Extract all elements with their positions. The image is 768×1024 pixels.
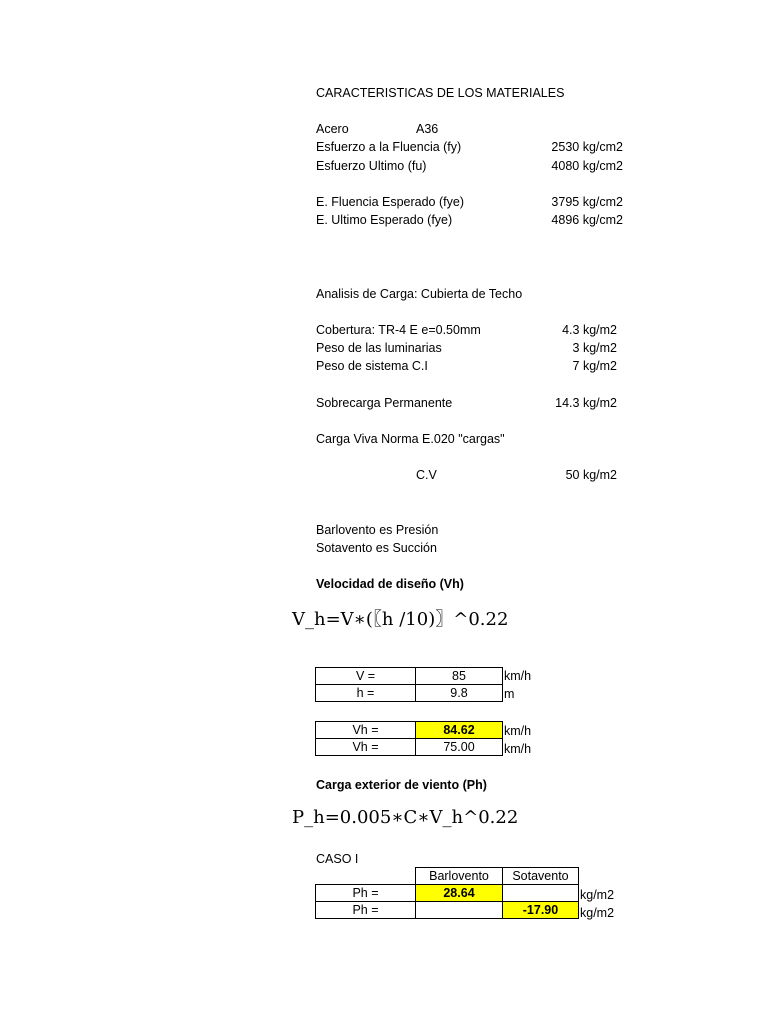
ph-barlovento-value: 28.64 <box>416 885 503 902</box>
sistema-ci-label: Peso de sistema C.I <box>316 359 428 373</box>
permanent-value: 14.3 kg/m2 <box>555 396 617 410</box>
fy-label: Esfuerzo a la Fluencia (fy) <box>316 140 462 154</box>
live-load-value: 50 kg/m2 <box>565 468 617 482</box>
live-load-title: Carga Viva Norma E.020 "cargas" <box>316 432 505 446</box>
fu-label: Esfuerzo Ultimo (fu) <box>316 159 427 173</box>
fye-value: 3795 kg/cm2 <box>551 195 623 209</box>
cobertura-value: 4.3 kg/m2 <box>562 323 617 337</box>
ph-unit: kg/m2 <box>580 888 615 902</box>
luminarias-label: Peso de las luminarias <box>316 341 442 355</box>
table-row <box>316 868 579 885</box>
pressure-formula: P_h=0.005∗C∗V_h^0.22 <box>292 807 519 828</box>
fye-label: E. Fluencia Esperado (fye) <box>316 195 464 209</box>
materials-title: CARACTERISTICAS DE LOS MATERIALES <box>316 86 565 100</box>
steel-label: Acero <box>316 122 349 136</box>
ph-label: Ph = <box>316 902 416 919</box>
v-unit: km/h <box>504 669 532 683</box>
velocity-formula: V_h=V∗(〖h /10)〗^0.22 <box>292 609 509 630</box>
v-value: 85 <box>416 668 503 685</box>
table-row <box>316 668 503 685</box>
fue-value: 4896 kg/cm2 <box>551 213 623 227</box>
fue-label: E. Ultimo Esperado (fye) <box>316 213 453 227</box>
ph-barlovento-empty <box>416 902 503 919</box>
case-label: CASO I <box>316 852 359 866</box>
input-table <box>315 667 503 702</box>
header-barlovento: Barlovento <box>416 868 503 885</box>
load-analysis-title: Analisis de Carga: Cubierta de Techo <box>316 287 523 301</box>
fy-value: 2530 kg/cm2 <box>551 140 623 154</box>
live-load-label: C.V <box>416 468 437 482</box>
velocity-title: Velocidad de diseño (Vh) <box>316 577 464 591</box>
ph-sotavento-empty <box>503 885 579 902</box>
table-row <box>316 739 503 756</box>
h-value: 9.8 <box>416 685 503 702</box>
permanent-label: Sobrecarga Permanente <box>316 396 453 410</box>
vh-unit: km/h <box>504 742 532 756</box>
vh-value-highlight: 84.62 <box>416 722 503 739</box>
blank-cell <box>316 868 416 885</box>
ph-sotavento-value: -17.90 <box>503 902 579 919</box>
sotavento-note: Sotavento es Succión <box>316 541 437 555</box>
case-table <box>315 867 579 919</box>
ph-label: Ph = <box>316 885 416 902</box>
ph-unit: kg/m2 <box>580 906 615 920</box>
table-row <box>316 685 503 702</box>
fu-value: 4080 kg/cm2 <box>551 159 623 173</box>
table-row <box>316 902 579 919</box>
vh-unit: km/h <box>504 724 532 738</box>
header-sotavento: Sotavento <box>503 868 579 885</box>
sistema-ci-value: 7 kg/m2 <box>572 359 617 373</box>
table-row <box>316 722 503 739</box>
luminarias-value: 3 kg/m2 <box>572 341 617 355</box>
steel-grade: A36 <box>416 122 439 136</box>
h-unit: m <box>504 687 515 701</box>
vh-label: Vh = <box>316 722 416 739</box>
table-row <box>316 885 579 902</box>
vh-label: Vh = <box>316 739 416 756</box>
barlovento-note: Barlovento es Presión <box>316 523 439 537</box>
result-table <box>315 721 503 756</box>
cobertura-label: Cobertura: TR-4 E e=0.50mm <box>316 323 481 337</box>
pressure-title: Carga exterior de viento (Ph) <box>316 778 487 792</box>
h-label: h = <box>316 685 416 702</box>
vh-value: 75.00 <box>416 739 503 756</box>
v-label: V = <box>316 668 416 685</box>
